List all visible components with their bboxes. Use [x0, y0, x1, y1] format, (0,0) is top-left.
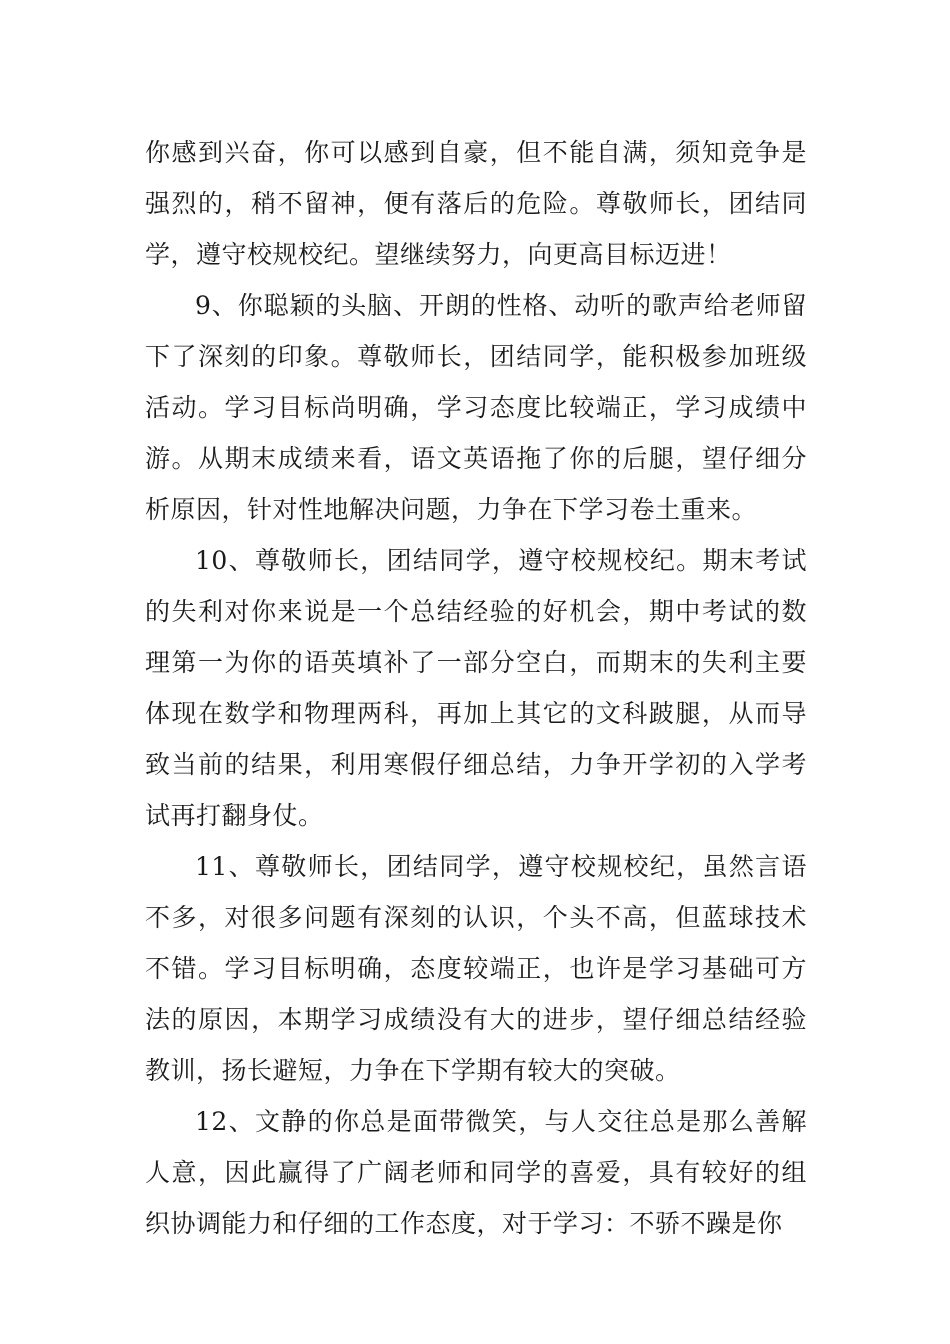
paragraph-item-12: 12、文静的你总是面带微笑，与人交往总是那么善解人意，因此赢得了广阔老师和同学的喜爱，具有较好的组织协调能力和仔细的工作态度，对于学习：不骄不躁是你	[145, 1107, 807, 1238]
paragraph-item-9: 9、你聪颖的头脑、开朗的性格、动听的歌声给老师留下了深刻的印象。尊敬师长，团结同学，能积极参加班级活动。学习目标尚明确，学习态度比较端正，学习成绩中游。从期末成绩来看，语文英语拖了你的后腿，望仔细分析原因，针对性地解决问题，力争在下学习卷土重来。	[145, 291, 807, 524]
document-body	[145, 127, 807, 1249]
paragraph-item-10: 10、尊敬师长，团结同学，遵守校规校纪。期末考试的失利对你来说是一个总结经验的好机会，期中考试的数理第一为你的语英填补了一部分空白，而期末的失利主要体现在数学和物理两科，再加上其它的文科跛腿，从而导致当前的结果，利用寒假仔细总结，力争开学初的入学考试再打翻身仗。	[145, 546, 807, 830]
paragraph-continuation: 你感到兴奋，你可以感到自豪，但不能自满，须知竞争是强烈的，稍不留神，便有落后的危险。尊敬师长，团结同学，遵守校规校纪。望继续努力，向更高目标迈进！	[145, 138, 807, 269]
paragraph-item-11: 11、尊敬师长，团结同学，遵守校规校纪，虽然言语不多，对很多问题有深刻的认识，个头不高，但蓝球技术不错。学习目标明确，态度较端正，也许是学习基础可方法的原因，本期学习成绩没有大的进步，望仔细总结经验教训，扬长避短，力争在下学期有较大的突破。	[145, 852, 807, 1085]
